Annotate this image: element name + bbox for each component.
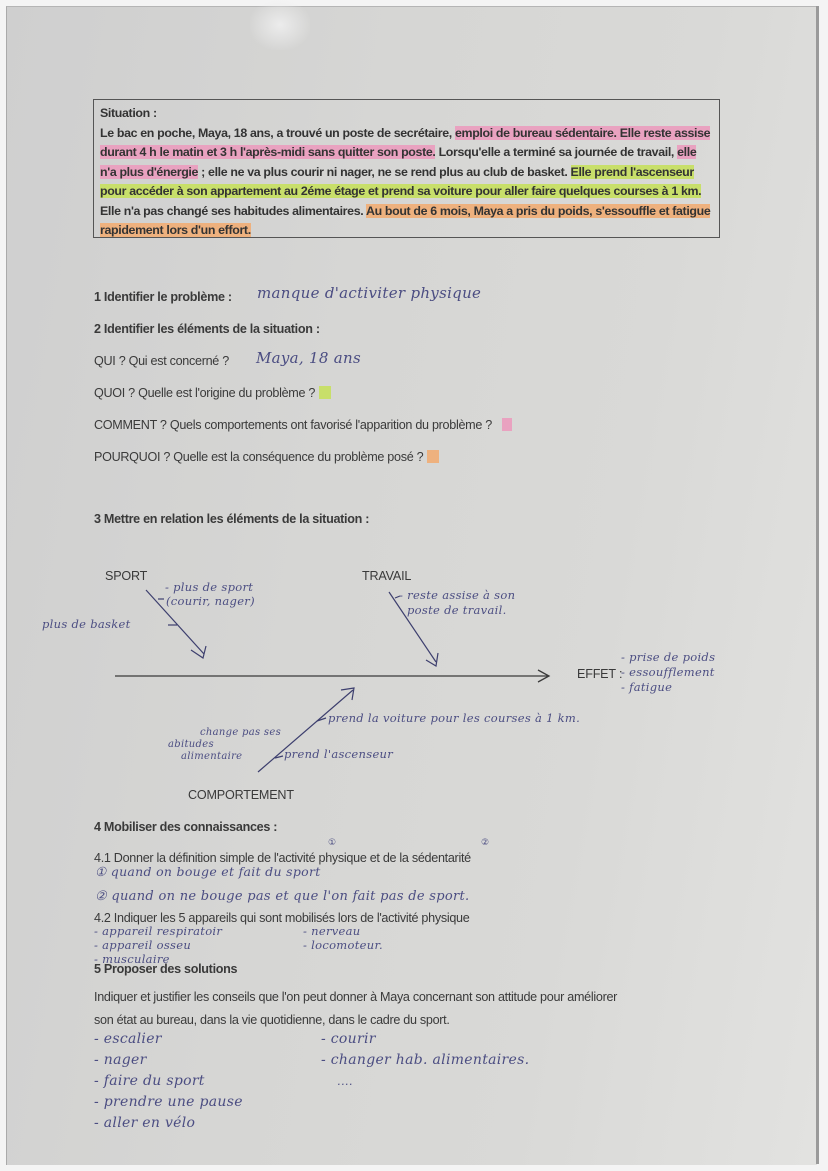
section5-label: 5 Proposer des solutions bbox=[94, 962, 238, 976]
comportement-note-1: prend la voiture pour les courses à 1 km. bbox=[328, 711, 581, 725]
sport-note-1: - plus de sport bbox=[165, 580, 254, 594]
q41-answer-2: ② quand on ne bouge pas et que l'on fait pas de sport. bbox=[95, 889, 470, 904]
comportement-note-3: change pas ses bbox=[200, 727, 281, 738]
solution-ellipsis: .... bbox=[337, 1074, 353, 1088]
q42-answer-5: - locomoteur. bbox=[303, 938, 383, 952]
q42-answer-4: - nerveau bbox=[303, 924, 361, 938]
comportement-note-5: alimentaire bbox=[181, 751, 243, 762]
sport-note-3: plus de basket bbox=[42, 617, 131, 631]
situation-title: Situation : bbox=[100, 106, 157, 120]
q41-question: 4.1 Donner la définition simple de l'activité physique et de la sédentarité bbox=[94, 851, 471, 865]
qui-answer: Maya, 18 ans bbox=[256, 349, 362, 367]
section1-label: 1 Identifier le problème : bbox=[94, 290, 232, 304]
section3-label: 3 Mettre en relation les éléments de la situation : bbox=[94, 512, 370, 526]
situation-segment-7-highlight-orange: Au bout de 6 mois, Maya a pris du poids, s'essouffle et fatigue rapidement lors d'un effort. bbox=[100, 203, 711, 237]
q42-question: 4.2 Indiquer les 5 appareils qui sont mobilisés lors de l'activité physique bbox=[94, 911, 470, 925]
solution-6: - courir bbox=[321, 1031, 376, 1047]
situation-segment-1-highlight-pink: emploi de bureau sédentaire. Elle reste assise durant 4 h le matin et 3 h l'après-midi sans quitter son poste. bbox=[100, 125, 711, 159]
comportement-note-2: prend l'ascenseur bbox=[284, 747, 394, 761]
pourquoi-question-text: POURQUOI ? Quelle est la conséquence du problème posé ? bbox=[94, 450, 424, 464]
effet-note-3: - fatigue bbox=[621, 680, 673, 694]
situation-segment-4: ; elle ne va plus courir ni nager, ne se rend plus au club de basket. bbox=[198, 164, 571, 179]
comportement-note-4: abitudes bbox=[168, 739, 214, 750]
marker-2-icon: ② bbox=[481, 838, 490, 848]
quoi-question-text: QUOI ? Quelle est l'origine du problème ? bbox=[94, 386, 316, 400]
situation-segment-3-highlight-pink: elle n'a plus d'énergie bbox=[100, 145, 697, 179]
situation-segment-6: Elle n'a pas changé ses habitudes alimentaires. bbox=[100, 203, 366, 218]
solution-2: - nager bbox=[94, 1052, 147, 1068]
solution-7: - changer hab. alimentaires. bbox=[321, 1052, 530, 1068]
travail-note-2: poste de travail. bbox=[407, 603, 507, 617]
sport-note-2: (courir, nager) bbox=[166, 594, 255, 608]
travail-arrowhead bbox=[426, 653, 438, 666]
section5-instruction-2: son état au bureau, dans la vie quotidienne, dans le cadre du sport. bbox=[94, 1013, 450, 1027]
solution-1: - escalier bbox=[94, 1031, 162, 1047]
section2-label: 2 Identifier les éléments de la situation : bbox=[94, 322, 320, 336]
section1-answer: manque d'activiter physique bbox=[257, 284, 482, 302]
marker-1-icon: ① bbox=[328, 838, 337, 848]
comment-question-text: COMMENT ? Quels comportements ont favorisé l'apparition du problème ? bbox=[94, 418, 492, 432]
effet-note-1: - prise de poids bbox=[621, 650, 716, 664]
section4-label: 4 Mobiliser des connaissances : bbox=[94, 820, 278, 834]
q42-answer-2: - appareil osseu bbox=[94, 938, 192, 952]
solution-5: - aller en vélo bbox=[94, 1115, 196, 1131]
qui-question: QUI ? Qui est concerné ? bbox=[94, 354, 229, 368]
solution-4: - prendre une pause bbox=[94, 1094, 243, 1110]
effet-label: EFFET : bbox=[577, 667, 623, 681]
effet-note-2: - essoufflement bbox=[621, 665, 715, 679]
solution-3: - faire du sport bbox=[94, 1073, 205, 1089]
q42-answer-3: - musculaire bbox=[94, 952, 170, 966]
travail-label: TRAVAIL bbox=[362, 569, 412, 583]
q42-answer-1: - appareil respiratoir bbox=[94, 924, 223, 938]
situation-segment-5-highlight-green: Elle prend l'ascenseur pour accéder à son appartement au 2éme étage et prend sa voiture pour aller faire quelques courses à 1 km. bbox=[100, 164, 702, 198]
situation-segment-2: Lorsqu'elle a terminé sa journée de travail, bbox=[435, 145, 678, 159]
situation-segment-0: Le bac en poche, Maya, 18 ans, a trouvé un poste de secrétaire, bbox=[100, 125, 455, 140]
travail-note-1: - reste assise à son bbox=[399, 588, 516, 602]
q41-answer-1: ① quand on bouge et fait du sport bbox=[95, 864, 321, 879]
sport-label: SPORT bbox=[105, 569, 148, 583]
section5-instruction-1: Indiquer et justifier les conseils que l'on peut donner à Maya concernant son attitude pour améliorer bbox=[94, 990, 618, 1004]
comportement-label: COMPORTEMENT bbox=[188, 788, 294, 802]
